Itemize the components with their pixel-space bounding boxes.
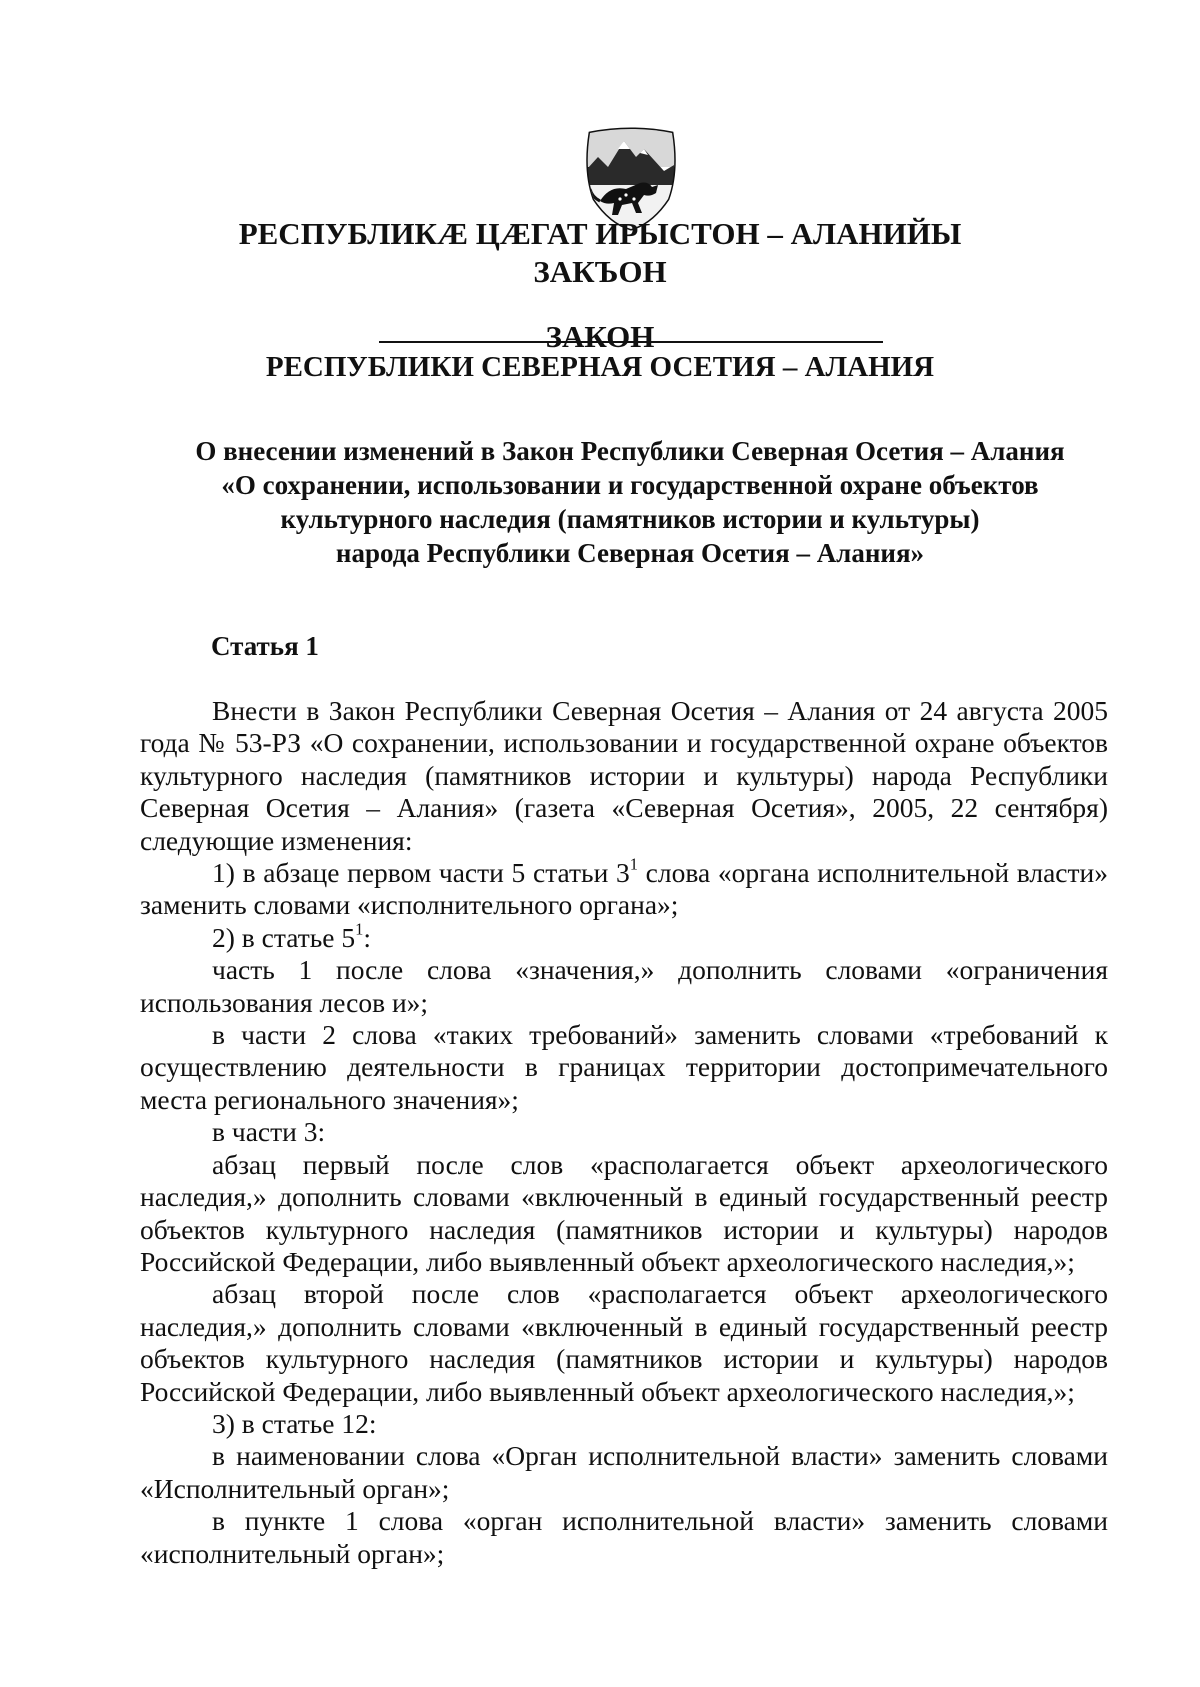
ossetian-republic-title: РЕСПУБЛИКӔ ЦӔГАТ ИРЫСТОН – АЛАНИЙЫ — [238, 216, 962, 251]
article-body — [140, 695, 1108, 1570]
paragraph — [140, 919, 1108, 954]
russian-republic-title: РЕСПУБЛИКИ СЕВЕРНАЯ ОСЕТИЯ – АЛАНИЯ — [265, 351, 935, 383]
paragraph-text: 2) в статье 5 — [212, 921, 356, 953]
law-title-line: культурного наследия (памятников истории и культуры) — [280, 504, 980, 534]
superscript: 1 — [355, 919, 364, 939]
paragraph: 3) в статье 12: — [212, 1407, 377, 1439]
paragraph: Внести в Закон Республики Северная Осетия – Алания от 24 августа 2005 года № 53-РЗ «О сохранении, использовании и государственной охране объектов культурного наследия (памятников истории и культуры) народа Республики Северная Осетия – Алания» (газета «Северная Осетия», 2005, 22 сентября) следующие изменения: — [140, 695, 1108, 856]
paragraph-text: слова «органа исполнительной власти» заменить словами «исполнительного органа»; — [140, 857, 1108, 921]
law-title-line: «О сохранении, использовании и государственной охране объектов — [221, 470, 1039, 500]
paragraph: часть 1 после слова «значения,» дополнить словами «ограничения использования лесов и»; — [140, 954, 1108, 1018]
article-heading: Статья 1 — [211, 631, 319, 661]
law-title-line: О внесении изменений в Закон Республики Северная Осетия – Алания — [195, 436, 1065, 466]
paragraph: абзац второй после слов «располагается объект археологического наследия,» дополнить словами «включенный в единый государственный реестр объектов культурного наследия (памятников истории и культуры) народов Российской Федерации, либо выявленный объект археологического наследия,»; — [140, 1278, 1108, 1407]
paragraph: в пункте 1 слова «орган исполнительной власти» заменить словами «исполнительный орган»; — [140, 1505, 1108, 1569]
paragraph: в наименовании слова «Орган исполнительной власти» заменить словами «Исполнительный орган»; — [140, 1440, 1108, 1504]
ossetian-law-title: ЗАКЪОН — [533, 254, 667, 289]
paragraph-text: 1) в абзаце первом части 5 статьи 3 — [212, 857, 630, 889]
paragraph-text: : — [363, 921, 371, 953]
paragraph: в части 2 слова «таких требований» заменить словами «требований к осуществлению деятельности в границах территории достопримечательного места регионального значения»; — [140, 1019, 1108, 1115]
russian-law-title: ЗАКОН — [545, 319, 655, 354]
paragraph — [140, 854, 1108, 922]
superscript: 1 — [629, 854, 638, 874]
paragraph: в части 3: — [212, 1116, 326, 1148]
paragraph: абзац первый после слов «располагается объект археологического наследия,» дополнить словами «включенный в единый государственный реестр объектов культурного наследия (памятников истории и культуры) народов Российской Федерации, либо выявленный объект археологического наследия,»; — [140, 1148, 1108, 1277]
law-title — [100, 434, 1160, 570]
law-title-line: народа Республики Северная Осетия – Алания» — [335, 538, 925, 568]
